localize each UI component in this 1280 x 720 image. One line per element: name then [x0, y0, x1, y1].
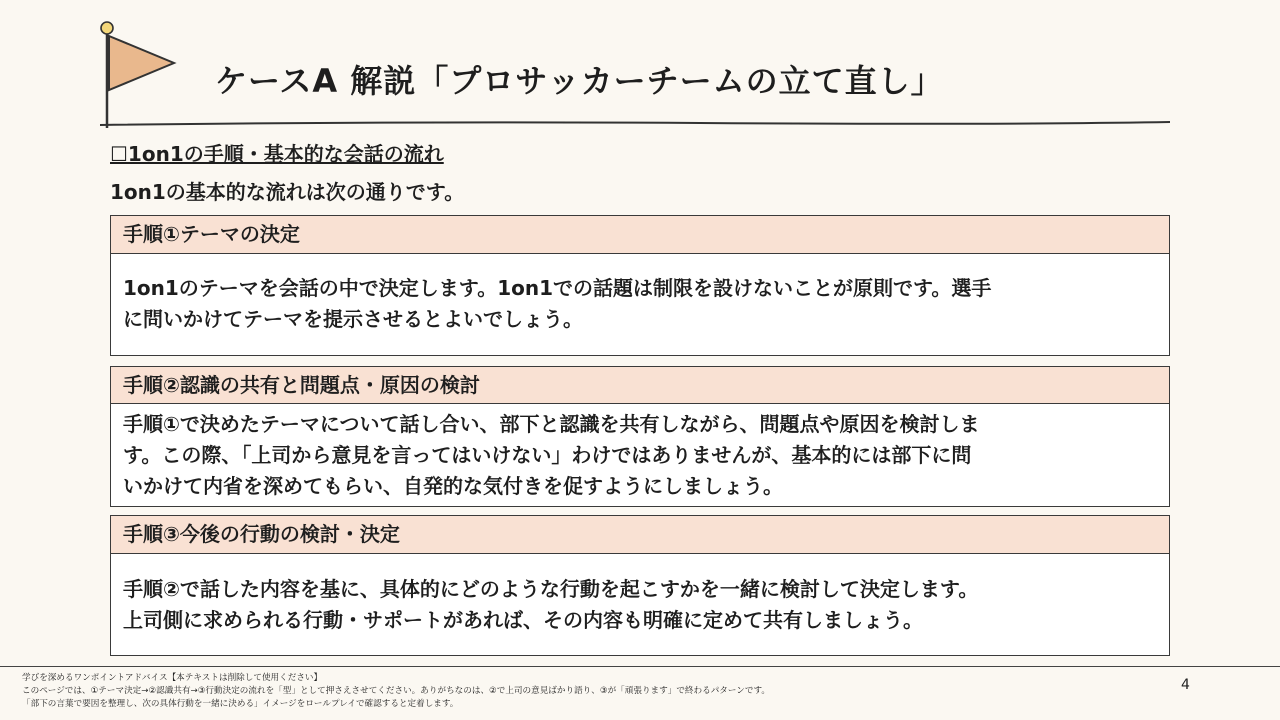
step-body-line: に問いかけてテーマを提示させるとよいでしょう。 [123, 307, 583, 331]
step-heading: 手順①テーマの決定 [111, 216, 1169, 254]
notes-line: 「部下の言葉で要因を整理し、次の具体行動を一緒に決める」イメージをロールプレイで確認すると定着します。 [22, 699, 459, 709]
section-heading: ☐1on1の手順・基本的な会話の流れ [110, 142, 444, 166]
step-body-line: 手順②で話した内容を基に、具体的にどのような行動を起こすかを一緒に検討して決定します。 [123, 577, 979, 601]
title-divider [100, 118, 1170, 128]
notes-line: このページでは、①テーマ決定→②認識共有→③行動決定の流れを「型」として押さえさせてください。ありがちなのは、②で上司の意見ばかり語り、③が「頑張ります」で終わるパターンです。 [22, 686, 770, 696]
step-heading: 手順②認識の共有と問題点・原因の検討 [111, 367, 1169, 404]
step-box-2 [110, 366, 1170, 507]
step-body [111, 404, 1169, 502]
step-body [111, 254, 1169, 335]
pennant-flag-icon [96, 18, 186, 130]
page-title: ケースA 解説「プロサッカーチームの立て直し」 [215, 62, 944, 100]
step-heading: 手順③今後の行動の検討・決定 [111, 516, 1169, 554]
page-number: 4 [1181, 677, 1190, 693]
step-body-line: いかけて内省を深めてもらい、自発的な気付きを促すようにしましょう。 [123, 474, 783, 498]
step-body-line: す。この際、「上司から意見を言ってはいけない」わけではありませんが、基本的には部下に問 [123, 443, 972, 467]
step-body-line: 上司側に求められる行動・サポートがあれば、その内容も明確に定めて共有しましょう。 [123, 608, 923, 632]
footer-divider [0, 666, 1280, 667]
step-box-3 [110, 515, 1170, 656]
step-box-1 [110, 215, 1170, 356]
step-body-line: 1on1のテーマを会話の中で決定します。1on1での話題は制限を設けないことが原則です。選手 [123, 276, 992, 300]
step-body-line: 手順①で決めたテーマについて話し合い、部下と認識を共有しながら、問題点や原因を検討しま [123, 412, 980, 436]
speaker-notes [22, 672, 770, 711]
notes-line: 学びを深めるワンポイントアドバイス【本テキストは削除して使用ください】 [22, 673, 323, 683]
step-body [111, 554, 1169, 636]
intro-text: 1on1の基本的な流れは次の通りです。 [110, 180, 465, 204]
